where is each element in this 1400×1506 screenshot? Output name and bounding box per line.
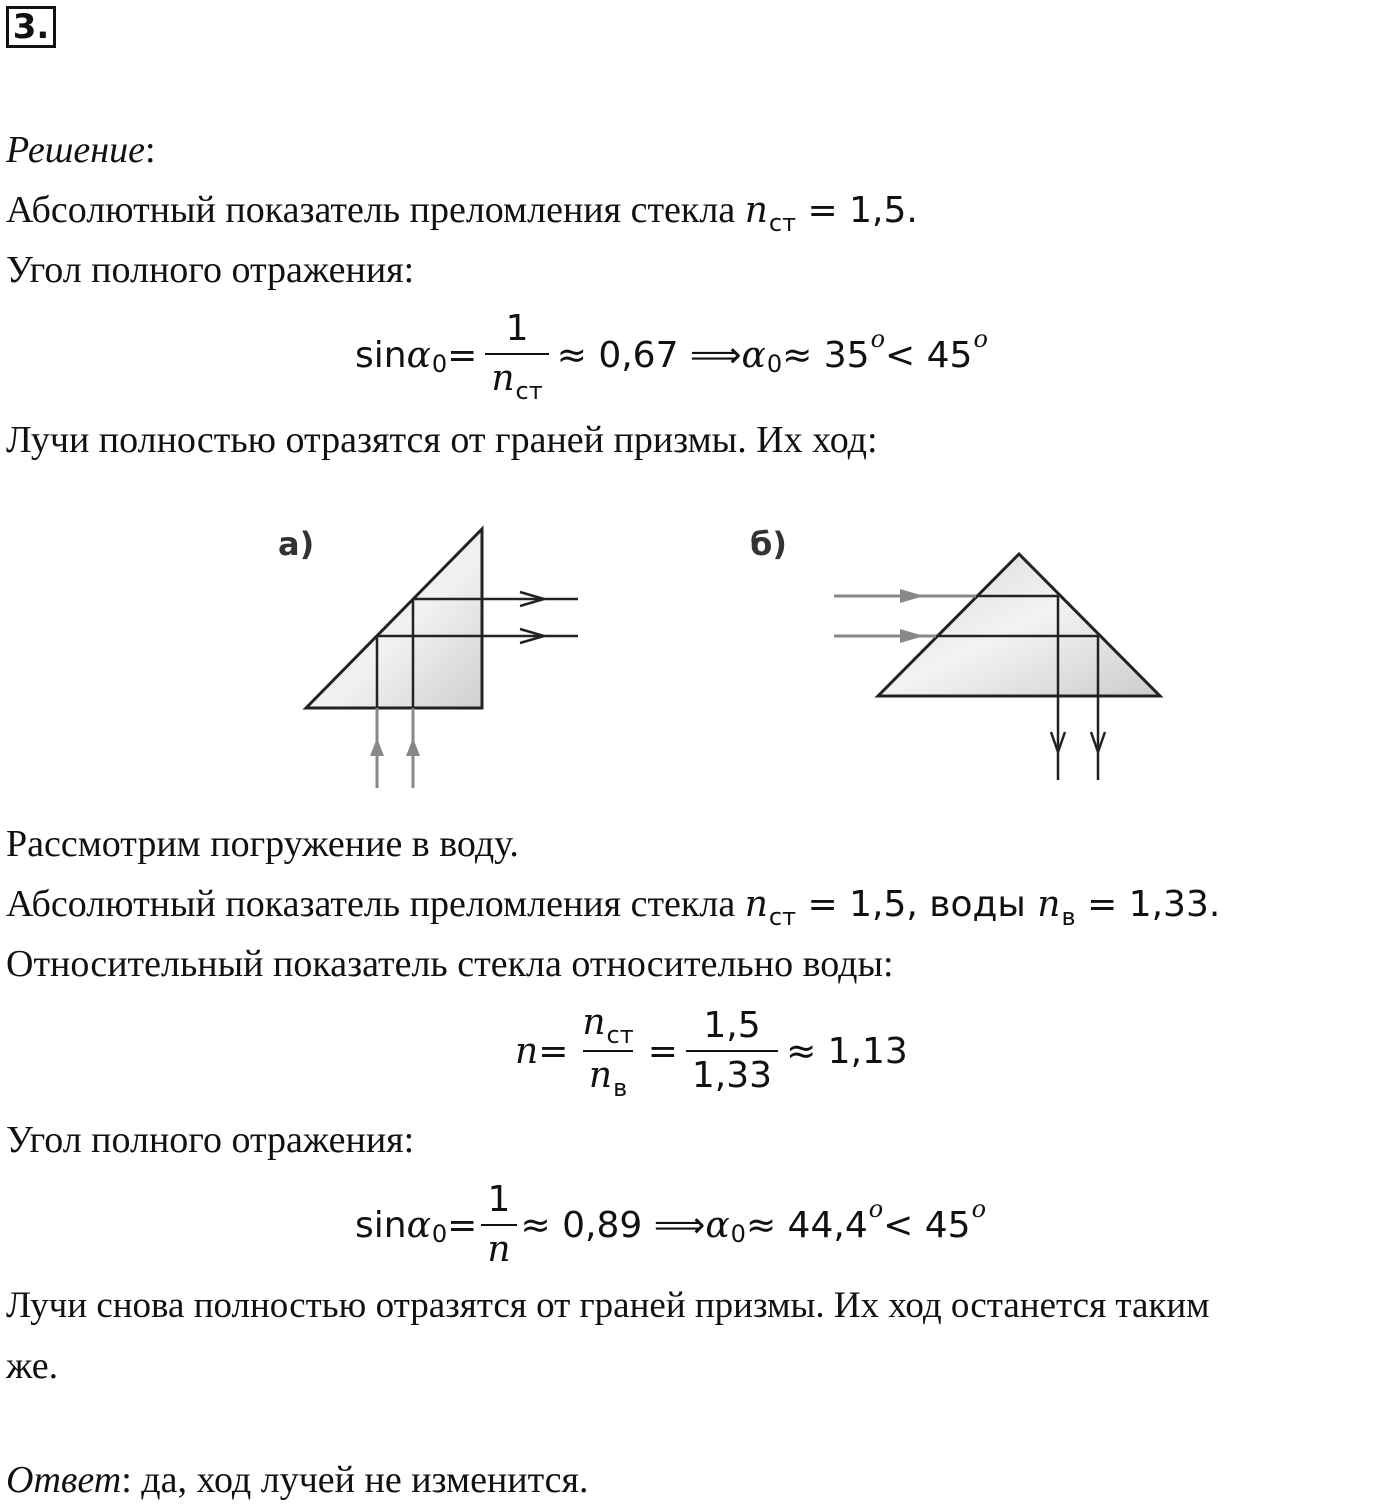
water-immersion-line: Рассмотрим погружение в воду. [6, 823, 519, 865]
eq3-sin: sin [355, 1204, 407, 1246]
eq1-alpha-sub: 0 [431, 350, 448, 378]
answer-line [6, 1458, 589, 1502]
equation-2 [515, 996, 908, 1106]
eq1-sin: sin [355, 334, 407, 376]
eq2-fraction-1 [576, 1001, 639, 1101]
relative-index-heading: Относительный показатель стекла относительно воды: [6, 943, 894, 985]
critical-angle-heading-1: Угол полного отражения: [6, 249, 415, 291]
glass-index-line [6, 188, 918, 236]
glass-sub: ст [768, 903, 797, 931]
figure-label-b: б) [750, 525, 787, 563]
equation-3 [355, 1170, 986, 1280]
eq3-alpha-sub-2: 0 [730, 1220, 746, 1248]
glass-index-var: n [744, 190, 768, 231]
solution-heading [6, 128, 156, 172]
eq1-alpha: α [406, 334, 431, 376]
conclusion-line-2: же. [6, 1345, 59, 1387]
eq3-degree: o [868, 1195, 884, 1223]
eq2-n: n [515, 1030, 539, 1072]
eq1-alpha-2: α [741, 334, 766, 376]
eq1-degree-2: o [973, 325, 988, 353]
eq3-alpha-sub: 0 [431, 1220, 448, 1248]
eq2-equals: = [538, 1030, 569, 1072]
glass-index-sub: ст [768, 209, 797, 237]
eq3-approx: ≈ 0,89 ⟹ [520, 1204, 706, 1246]
solution-colon: : [144, 129, 156, 171]
eq2-den-sub: в [613, 1074, 628, 1102]
figure-label-a: а) [278, 525, 315, 563]
eq1-den-var: n [491, 357, 515, 399]
eq3-fraction [481, 1178, 516, 1272]
eq1-approx: ≈ 0,67 ⟹ [556, 334, 742, 376]
water-value: = 1,33. [1075, 884, 1221, 925]
eq2-num-var: n [582, 1002, 606, 1043]
eq2-denominator-2: 1,33 [686, 1050, 778, 1098]
eq1-den-sub: ст [515, 376, 543, 405]
eq1-alpha-sub-2: 0 [766, 350, 783, 378]
eq2-numerator-2: 1,5 [703, 1005, 761, 1046]
prism-ray-diagram [230, 500, 1190, 800]
glass-value-water-label: = 1,5, воды [796, 884, 1038, 925]
eq1-angle: ≈ 35 [782, 334, 870, 376]
eq2-result: ≈ 1,13 [786, 1030, 908, 1072]
eq1-denominator [485, 353, 548, 404]
answer-text: : да, ход лучей не изменится. [121, 1459, 589, 1501]
glass-var: n [744, 884, 768, 925]
eq3-alpha-2: α [705, 1204, 730, 1246]
eq3-degree-2: o [971, 1195, 987, 1223]
glass-water-index-line [6, 882, 1220, 930]
eq1-fraction [485, 307, 548, 404]
eq3-angle: ≈ 44,4 [745, 1204, 868, 1246]
eq2-num-sub: ст [606, 1021, 634, 1049]
eq3-limit: < 45 [883, 1204, 971, 1246]
critical-angle-heading-2: Угол полного отражения: [6, 1119, 415, 1161]
glass-index-value: = 1,5. [796, 190, 918, 231]
eq1-degree: o [870, 325, 886, 353]
eq2-den-var: n [588, 1055, 613, 1096]
eq2-numerator-1 [576, 1001, 639, 1050]
eq3-alpha: α [406, 1204, 431, 1246]
eq2-equals-2: = [647, 1030, 678, 1072]
glass-water-index-text: Абсолютный показатель преломления стекла [6, 883, 736, 925]
equation-1 [355, 300, 988, 410]
problem-number: 3. [6, 6, 56, 48]
eq1-equals: = [447, 334, 478, 376]
eq3-numerator: 1 [487, 1179, 511, 1220]
glass-index-text: Абсолютный показатель преломления стекла [6, 189, 736, 231]
conclusion-line-1: Лучи снова полностью отразятся от граней призмы. Их ход останется таким [6, 1285, 1210, 1326]
water-var: n [1037, 884, 1061, 925]
rays-reflect-line: Лучи полностью отразятся от граней призмы. Их ход: [6, 419, 878, 461]
eq1-limit: < 45 [885, 334, 973, 376]
solution-label: Решение [6, 129, 145, 171]
eq3-denominator: n [481, 1224, 516, 1272]
eq3-equals: = [447, 1204, 478, 1246]
answer-label: Ответ [6, 1459, 122, 1501]
eq2-fraction-2 [686, 1004, 778, 1098]
water-sub: в [1061, 903, 1076, 931]
eq1-numerator: 1 [505, 307, 529, 349]
eq2-denominator-1 [583, 1050, 633, 1101]
